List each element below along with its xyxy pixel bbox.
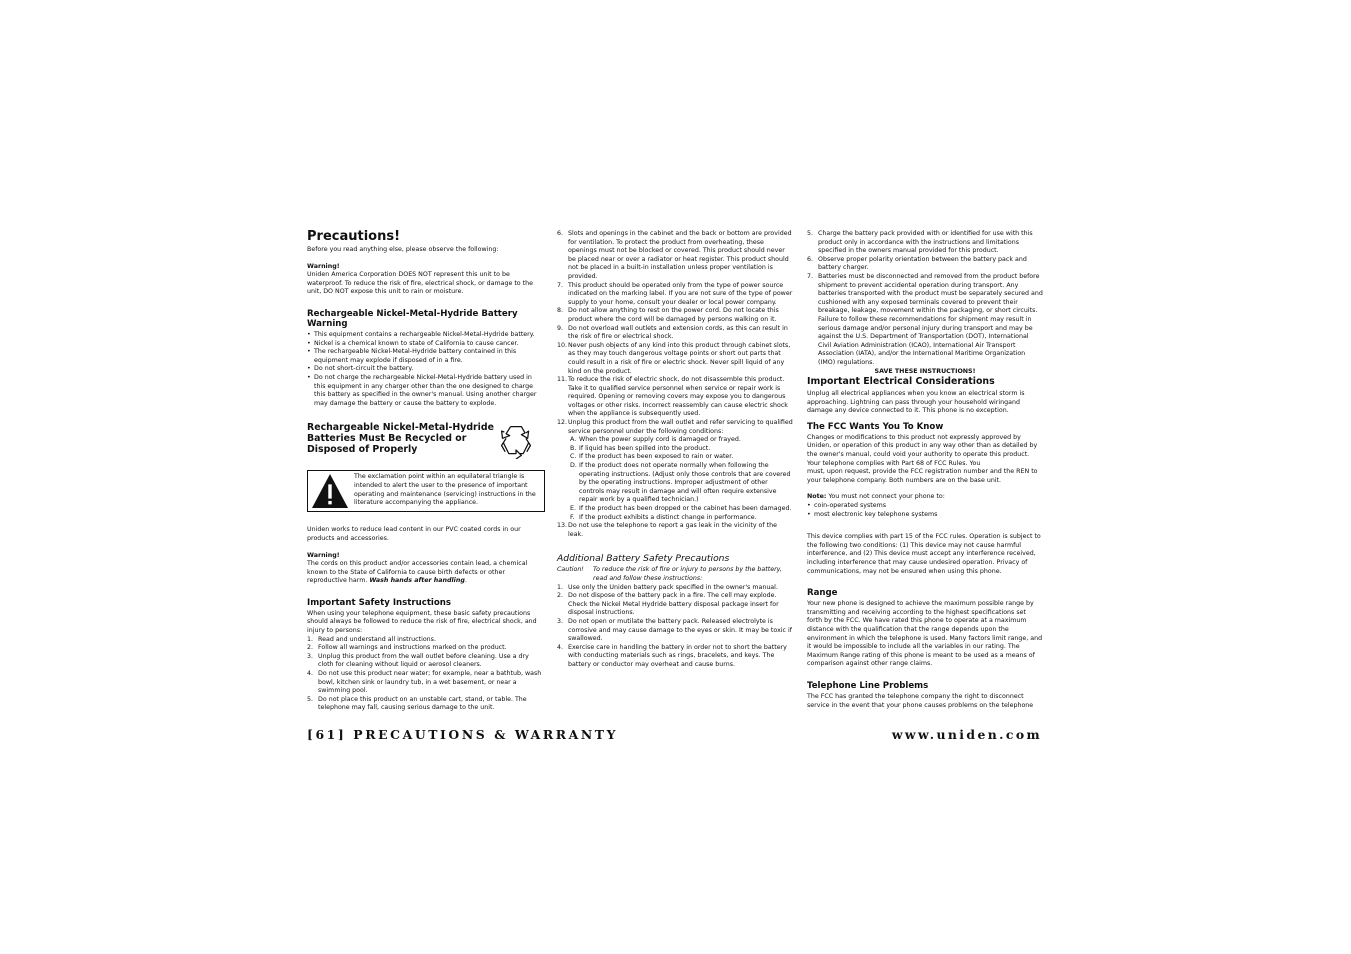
list-item: D. If the product does not operate normally when following the operating instructions. (Adjust only those controls that are covered by the operating instructions. Improper adjustment of other controls may result in damage and will often require extensive repair work by a qualified technician.) bbox=[570, 462, 791, 504]
caution-label: Caution! bbox=[557, 566, 584, 574]
list-item: • This equipment contains a rechargeable Nickel-Metal-Hydride battery. bbox=[307, 331, 545, 340]
wash-hands-emphasis: Wash hands after handling bbox=[369, 577, 465, 585]
electrical-heading: Important Electrical Considerations bbox=[807, 376, 995, 388]
list-item: 2. Follow all warnings and instructions marked on the product. bbox=[307, 644, 507, 652]
list-item: E. If the product has been dropped or the cabinet has been damaged. bbox=[570, 505, 792, 512]
list-item: 13. Do not use the telephone to report a gas leak in the vicinity of the leak. bbox=[557, 522, 777, 538]
list-item: 7. Batteries must be disconnected and removed from the product before shipment to prevent accidental operation during transport. Any batteries transported with the product must be separately secured and cushioned with any exposed terminals covered to prevent their breakage, leakage, movement within the packaging, or short circuits. Failure to follow these recommendations for shipment may result in serious damage and/or personal injury during transport and may be against the U.S. Department of Transportation (DOT), International Civil Aviation Administration (ICAO), International Air Transport Association (IATA), and/or the International Maritime Organization (IMO) regulations. bbox=[807, 272, 1043, 366]
line-problems-heading: Telephone Line Problems bbox=[807, 680, 929, 691]
nimh-heading: Rechargeable Nickel-Metal-Hydride Battery Warning bbox=[307, 308, 518, 329]
save-instructions-text: SAVE THESE INSTRUCTIONS! bbox=[874, 367, 976, 375]
list-item: 5. Do not place this product on an unstable cart, stand, or table. The telephone may fall, causing serious damage to the unit. bbox=[307, 695, 527, 712]
list-item: • Do not charge the rechargeable Nickel-Metal-Hydride battery used in this equipment in any charger other than the one designed to charge this battery as specified in the owner's manual. Using another charger may damage the battery or cause the battery to explode. bbox=[307, 374, 545, 408]
footer-page-label: [61] PRECAUTIONS & WARRANTY bbox=[307, 727, 619, 742]
safety-intro: When using your telephone equipment, these basic safety precautions should always be followed to reduce the risk of fire, electrical shock, and injury to persons: bbox=[307, 609, 537, 635]
list-item: 6. Slots and openings in the cabinet and the back or bottom are provided for ventilation. To protect the product from overheating, these openings must not be blocked or covered. This product should never be placed near or over a radiator or heat register. This product should not be placed in a built-in installation unless proper ventilation is provided. bbox=[557, 230, 792, 280]
lead-warning-text: The cords on this product and/or accessories contain lead, a chemical known to the State of California to cause birth defects or other reproductive harm. Wash hands after handling. bbox=[307, 560, 528, 585]
note-label: Note: bbox=[807, 493, 827, 501]
battery-precautions-list-continued bbox=[807, 230, 1043, 368]
list-item: 2. Do not dispose of the battery pack in a fire. The cell may explode. Check the Nickel Metal Hydride battery disposal package insert for disposal instructions. bbox=[557, 592, 779, 617]
list-item: F. If the product exhibits a distinct change in performance. bbox=[570, 513, 757, 521]
list-item: • Do not short-circuit the battery. bbox=[307, 365, 545, 374]
list-item: 8. Do not allow anything to rest on the power cord. Do not locate this product where the cord will be damaged by persons walking on it. bbox=[557, 307, 779, 323]
list-item: A. When the power supply cord is damaged or frayed. bbox=[570, 436, 741, 444]
line-problems-text: The FCC has granted the telephone company the right to disconnect service in the event that your phone causes problems on the telephone bbox=[807, 692, 1034, 709]
warning-text: Uniden America Corporation DOES NOT represent this unit to be waterproof. To reduce the risk of fire, electrical shock, or damage to the unit, DO NOT expose this unit to rain or moisture. bbox=[307, 271, 533, 296]
exclamation-text: The exclamation point within an equilateral triangle is intended to alert the user to the presence of important operating and maintenance (servicing) instructions in the literature accompanying the appliance. bbox=[354, 473, 536, 507]
intro-text: Before you read anything else, please observe the following: bbox=[307, 246, 499, 253]
list-item: 4. Do not use this product near water; for example, near a bathtub, wash bowl, kitchen sink or laundry tub, in a wet basement, or near a swimming pool. bbox=[307, 670, 542, 695]
part15-text: This device complies with part 15 of the FCC rules. Operation is subject to the following two conditions: (1) This device may not cause harmful interference, and (2) This device must accept any interference received, including interference that may cause undesired operation. Privacy of communications, may not be ensured when using this phone. bbox=[807, 533, 1041, 575]
fcc-heading: The FCC Wants You To Know bbox=[807, 421, 944, 432]
lead-warning-body: The cords on this product and/or accessories contain lead, a chemical known to the State of California to cause birth defects or other reproductive harm. bbox=[307, 560, 528, 585]
range-heading: Range bbox=[807, 588, 838, 599]
electrical-text: Unplug all electrical appliances when you know an electrical storm is approaching. Lightning can pass through your household wiringand damage any device connected to it. This phone is no exception. bbox=[807, 390, 1025, 415]
conditions-list bbox=[568, 436, 793, 522]
lead-text: Uniden works to reduce lead content in our PVC coated cords in our products and accessories. bbox=[307, 526, 521, 542]
recycle-section bbox=[307, 422, 545, 464]
exclamation-notice-box bbox=[307, 470, 545, 512]
column-left bbox=[307, 229, 545, 713]
list-item: 10. Never push objects of any kind into this product through cabinet slots, as they may touch dangerous voltage points or short out parts that could result in a risk of fire or electric shock. Never spill liquid of any kind on the product. bbox=[557, 341, 791, 375]
list-item: 4. Exercise care in handling the battery in order not to short the battery with conducting materials such as rings, bracelets, and keys. The battery or conductor may overheat and cause burns. bbox=[557, 643, 787, 668]
footer-website: www.uniden.com bbox=[891, 727, 1042, 742]
list-item: 3. Do not open or mutilate the battery pack. Released electrolyte is corrosive and may cause damage to the eyes or skin. It may be toxic if swallowed. bbox=[557, 617, 792, 643]
column-right bbox=[807, 230, 1043, 710]
range-text: Your new phone is designed to achieve the maximum possible range by transmitting and receiving according to the highest specifications set forth by the FCC. We have rated this phone to operate at a maximum distance with the qualification that the range depends upon the environment in which the telephone is used. Many factors limit range, and it would be impossible to include all the variables in our rating. The Maximum Range rating of this phone is meant to be used as a means of comparison against other range claims. bbox=[807, 600, 1043, 668]
list-item: 1. Use only the Uniden battery pack specified in the owner's manual. bbox=[557, 583, 778, 591]
safety-list bbox=[307, 636, 545, 713]
note-text: You must not connect your phone to: bbox=[828, 493, 945, 501]
recycle-icon bbox=[498, 423, 534, 459]
list-item: 5. Charge the battery pack provided with or identified for use with this product only in accordance with the instructions and limitations specified in the owners manual provided for this product. bbox=[807, 230, 1033, 255]
warning-label: Warning! bbox=[307, 262, 340, 270]
list-item: 12. Unplug this product from the wall outlet and refer servicing to qualified service personnel under the following conditions: A. When the power supply cord is damaged or frayed. B. If liquid has been spilled into the product. C. If the product has been exposed to rain or water. D. If the product does not operate normally when following the operating instructions. (Adjust only those controls that are covered by the operating instructions. Improper adjustment of other controls may result in damage and will often require extensive repair work by a qualified technician.) E. If the product has been dropped or the cabinet has been damaged. F. If the product exhibits a distinct change in performance. bbox=[557, 419, 793, 521]
list-item: 9. Do not overload wall outlets and extension cords, as this can result in the risk of fire or electrical shock. bbox=[557, 324, 788, 341]
list-item: C. If the product has been exposed to rain or water. bbox=[570, 453, 734, 461]
list-item: • most electronic key telephone systems bbox=[807, 511, 1043, 520]
caution-text: To reduce the risk of fire or injury to persons by the battery, read and follow these instructions: bbox=[593, 566, 782, 582]
list-item: 7. This product should be operated only from the type of power source indicated on the marking label. If you are not sure of the type of power supply to your home, consult your dealer or local power company. bbox=[557, 281, 793, 306]
fcc-text-continued: must, upon request, provide the FCC registration number and the REN to your telephone company. Both numbers are on the base unit. bbox=[807, 468, 1038, 484]
list-item: B. If liquid has been spilled into the product. bbox=[570, 444, 711, 452]
list-item: • Nickel is a chemical known to state of California to cause cancer. bbox=[307, 340, 545, 349]
list-item: 11. To reduce the risk of electric shock, do not disassemble this product. Take it to qualified service personnel when service or repair work is required. Opening or removing covers may expose you to dangerous voltages or other risks. Incorrect reassembly can cause electric shock when the appliance is subsequently used. bbox=[557, 376, 788, 418]
exclamation-triangle-icon bbox=[311, 473, 349, 509]
note-bullet-list bbox=[807, 502, 1043, 519]
additional-battery-heading: Additional Battery Safety Precautions bbox=[557, 553, 730, 565]
fcc-text: Changes or modifications to this product not expressly approved by Uniden, or operation of this product in any way other than as detailed by the owner's manual, could void your authority to operate this product. Your telephone complies with Part 68 of FCC Rules. You bbox=[807, 433, 1038, 467]
list-item: • The rechargeable Nickel-Metal-Hydride battery contained in this equipment may explode if disposed of in a fire. bbox=[307, 348, 545, 365]
safety-list-continued bbox=[557, 230, 793, 539]
note bbox=[807, 493, 1043, 502]
list-item: 6. Observe proper polarity orientation between the battery pack and battery charger. bbox=[807, 255, 1027, 272]
warning-label: Warning! bbox=[307, 551, 340, 559]
safety-heading: Important Safety Instructions bbox=[307, 597, 452, 608]
battery-precautions-list bbox=[557, 584, 793, 670]
page-title: Precautions! bbox=[307, 229, 401, 244]
list-item: • coin-operated systems bbox=[807, 502, 1043, 511]
caution-note bbox=[557, 566, 793, 583]
list-item: 1. Read and understand all instructions. bbox=[307, 635, 436, 643]
nimh-bullet-list bbox=[307, 331, 545, 408]
recycle-heading: Rechargeable Nickel-Metal-Hydride Batteries Must Be Recycled or Disposed of Properly bbox=[307, 422, 494, 456]
list-item: 3. Unplug this product from the wall outlet before cleaning. Use a dry cloth for cleaning without liquid or aerosol cleaners. bbox=[307, 652, 529, 669]
column-middle bbox=[557, 230, 793, 670]
